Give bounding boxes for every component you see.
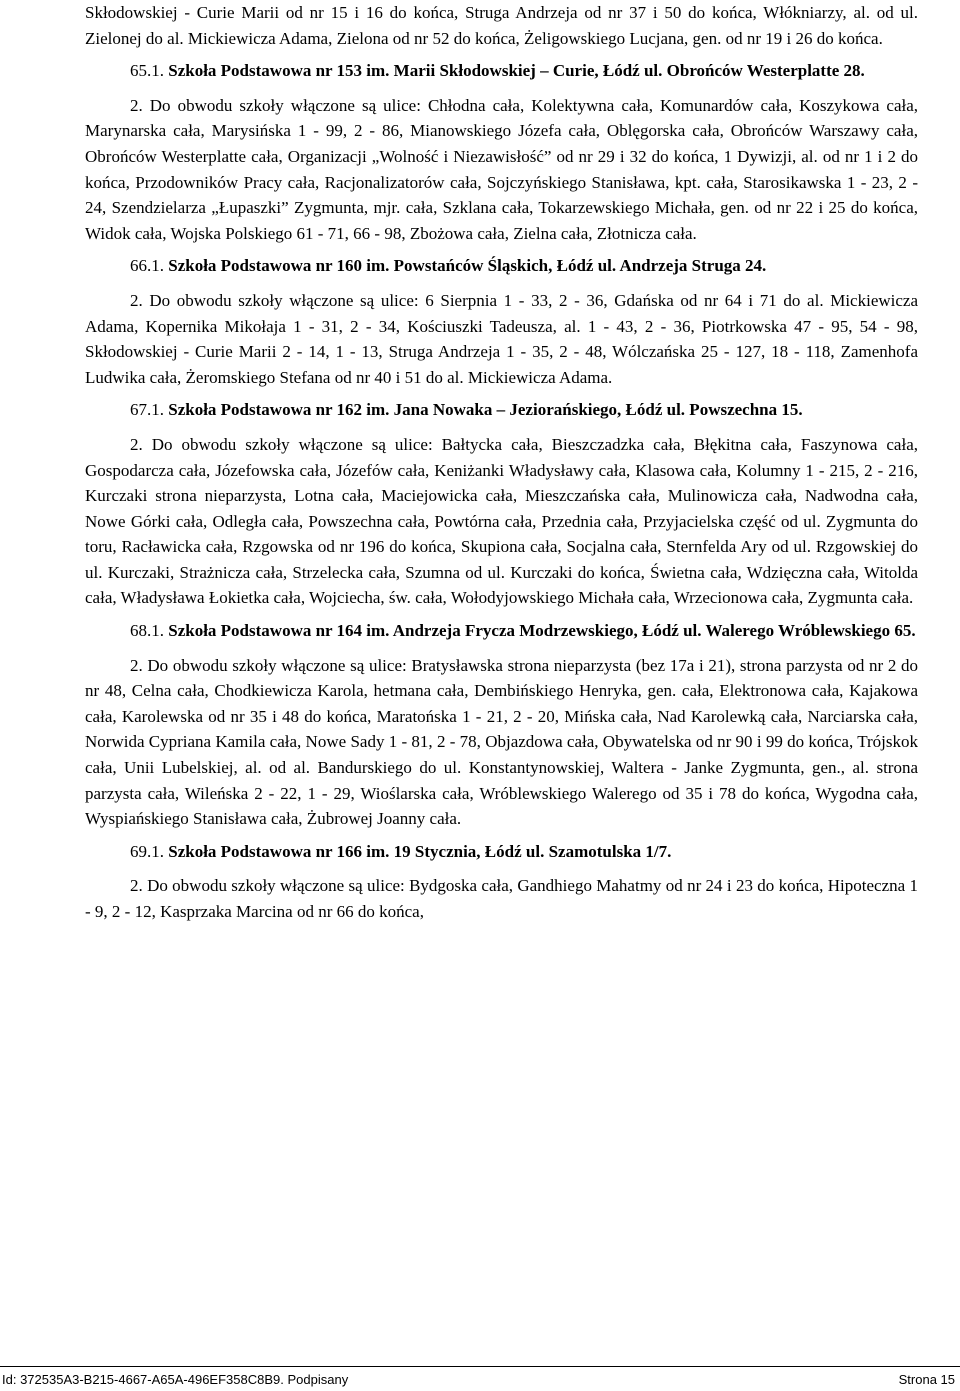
section-title: Szkoła Podstawowa nr 162 im. Jana Nowaka – Jeziorańskiego, Łódź ul. Powszechna 15. bbox=[168, 400, 803, 420]
body-number: 2. bbox=[130, 655, 143, 675]
section-title: Szkoła Podstawowa nr 164 im. Andrzeja Frycza Modrzewskiego, Łódź ul. Walerego Wróblewskiego 65. bbox=[168, 621, 916, 641]
section-68 bbox=[85, 618, 918, 832]
section-title: Szkoła Podstawowa nr 166 im. 19 Stycznia, Łódź ul. Szamotulska 1/7. bbox=[168, 841, 672, 861]
intro-paragraph: Skłodowskiej - Curie Marii od nr 15 i 16 do końca, Struga Andrzeja od nr 37 i 50 do końca, Włókniarzy, al. od ul. Zielonej do al. Mickiewicza Adama, Zielona od nr 52 do końca, Żeligowskiego Lucjana, gen. od nr 19 i 26 do końca. bbox=[85, 3, 918, 48]
footer-page-number: Strona 15 bbox=[898, 1372, 955, 1387]
section-65 bbox=[85, 58, 918, 246]
section-69 bbox=[85, 839, 918, 925]
body-text: Do obwodu szkoły włączone są ulice: 6 Sierpnia 1 - 33, 2 - 36, Gdańska od nr 64 i 71 do al. Mickiewicza Adama, Kopernika Mikołaja 1 - 31, 2 - 34, Kościuszki Tadeusza, al. 1 - 43, 2 - 36, Piotrkowska 47 - 95, 54 - 98, Skłodowskiej - Curie Marii 2 - 14, 1 - 13, Struga Andrzeja 1 - 35, 2 - 48, Wólczańska 25 - 127, 18 - 118, Zamenhofa Ludwika cała, Żeromskiego Stefana od nr 40 i 51 do al. Mickiewicza Adama. bbox=[85, 290, 918, 387]
body-number: 2. bbox=[130, 290, 143, 310]
body-text: Do obwodu szkoły włączone są ulice: Bałtycka cała, Bieszczadzka cała, Błękitna cała, Faszynowa cała, Gospodarcza cała, Józefowska cała, Józefów cała, Keniżanki Władysławy cała, Klasowa cała, Kolumny 1 - 215, 2 - 216, Kurczaki strona nieparzysta, Lotna cała, Maciejowicka cała, Mieszczańska cała, Mulinowicza cała, Nadwodna cała, Nowe Górki cała, Odległa cała, Powszechna cała, Powtórna cała, Przednia cała, Przyjacielska część od ul. Zygmunta do toru, Racławicka cała, Rzgowska od nr 196 do końca, Skupiona cała, Socjalna cała, Sternfelda Ary od ul. Rzgowskiej do ul. Kurczaki, Strażnicza cała, Strzelecka cała, Szumna od ul. Kurczaki do końca, Świetna cała, Wdzięczna cała, Witolda cała, Władysława Łokietka cała, Wojciecha, św. cała, Wołodyjowskiego Michała cała, Wrzecionowa cała, Zygmunta cała. bbox=[85, 434, 918, 608]
body-text: Do obwodu szkoły włączone są ulice: Bratysławska strona nieparzysta (bez 17a i 21), strona parzysta od nr 2 do nr 48, Celna cała, Chodkiewicza Karola, hetmana cała, Dembińskiego Henryka, gen. cała, Elektronowa cała, Kajakowa cała, Karolewska od nr 35 i 48 do końca, Maratońska 1 - 21, 2 - 20, Mińska cała, Nad Karolewką cała, Narciarska cała, Norwida Cypriana Kamila cała, Nowe Sady 1 - 81, 2 - 78, Objazdowa cała, Obywatelska od nr 90 i 99 do końca, Trójskok cała, Unii Lubelskiej, al. od al. Bandurskiego do ul. Konstantynowskiej, Waltera - Janke Zygmunta, gen., al. strona parzysta cała, Wileńska 2 - 22, 1 - 29, Wioślarska cała, Wróblewskiego Walerego od 35 i 78 do końca, Wygodna cała, Wyspiańskiego Stanisława cała, Żubrowej Joanny cała. bbox=[85, 655, 919, 829]
body-text: Do obwodu szkoły włączone są ulice: Chłodna cała, Kolektywna cała, Komunardów cała, Koszykowa cała, Marynarska cała, Marysińska 1 - 99, 2 - 86, Mianowskiego Józefa cała, Oblęgorska cała, Obrońców Warszawy cała, Obrońców Westerplatte cała, Organizacji „Wolność i Niezawisłość” od nr 29 i 32 do końca, 1 Dywizji, al. od nr 1 i 2 do końca, Przodowników Pracy cała, Racjonalizatorów cała, Sojczyńskiego Stanisława, kpt. cała, Starosikawska 1 - 23, 2 - 24, Szendzielarza „Łupaszki” Zygmunta, mjr. cała, Szklana cała, Tokarzewskiego Michała, gen. od nr 22 i 25 do końca, Widok cała, Wojska Polskiego 61 - 71, 66 - 98, Zbożowa cała, Zielna cała, Złotnicza cała. bbox=[85, 95, 919, 243]
body-number: 2. bbox=[130, 876, 143, 896]
footer-divider bbox=[0, 1366, 960, 1367]
section-title: Szkoła Podstawowa nr 160 im. Powstańców Śląskich, Łódź ul. Andrzeja Struga 24. bbox=[168, 256, 767, 276]
section-body bbox=[85, 93, 918, 247]
section-title: Szkoła Podstawowa nr 153 im. Marii Skłodowskiej – Curie, Łódź ul. Obrońców Westerplatte 28. bbox=[168, 61, 865, 81]
section-number: 68.1. bbox=[130, 621, 164, 641]
section-number: 67.1. bbox=[130, 400, 164, 420]
document-content bbox=[85, 0, 918, 925]
section-67 bbox=[85, 397, 918, 611]
body-text: Do obwodu szkoły włączone są ulice: Bydgoska cała, Gandhiego Mahatmy od nr 24 i 23 do końca, Hipoteczna 1 - 9, 2 - 12, Kasprzaka Marcina od nr 66 do końca, bbox=[85, 876, 918, 921]
section-heading bbox=[85, 58, 918, 84]
section-body bbox=[85, 873, 918, 924]
section-66 bbox=[85, 253, 918, 390]
section-heading bbox=[85, 397, 918, 423]
footer-document-id: Id: 372535A3-B215-4667-A65A-496EF358C8B9. Podpisany bbox=[2, 1372, 349, 1387]
body-number: 2. bbox=[130, 434, 143, 454]
section-number: 66.1. bbox=[130, 256, 164, 276]
body-number: 2. bbox=[130, 95, 143, 115]
section-number: 69.1. bbox=[130, 841, 164, 861]
section-body bbox=[85, 288, 918, 390]
section-body bbox=[85, 653, 918, 832]
section-heading bbox=[85, 839, 918, 865]
section-number: 65.1. bbox=[130, 61, 164, 81]
section-body bbox=[85, 432, 918, 611]
section-heading bbox=[85, 253, 918, 279]
section-heading bbox=[85, 618, 918, 644]
